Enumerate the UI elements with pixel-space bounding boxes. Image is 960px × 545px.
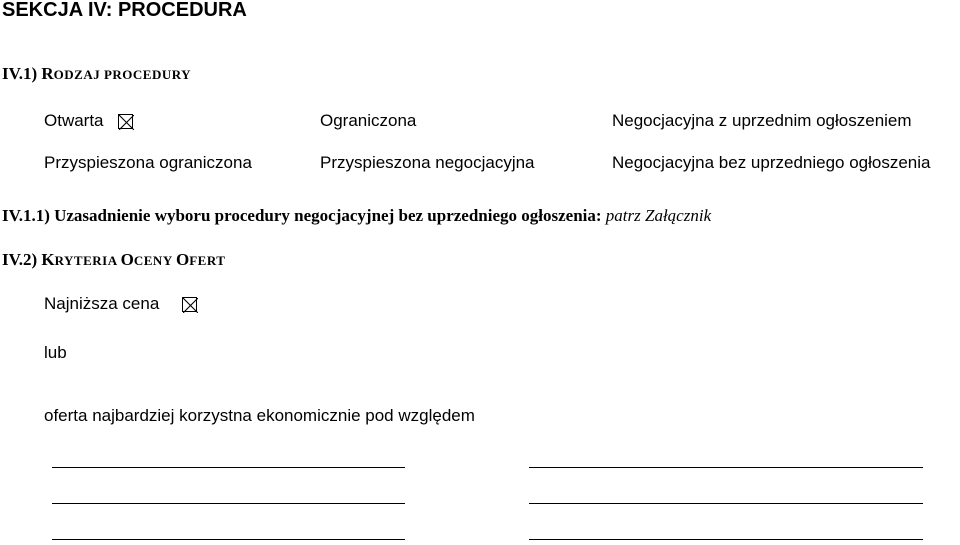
criteria-line[interactable] [52,467,405,468]
option-otwarta[interactable] [44,111,133,131]
justification-value: patrz Załącznik [605,206,712,225]
option-lowest-price[interactable] [44,294,197,314]
criteria-weight-line[interactable] [529,503,923,504]
option-przyspieszona-ograniczona[interactable]: Przyspieszona ograniczona [44,153,252,172]
checkmark-x-icon [183,298,198,313]
option-przyspieszona-negocjacyjna[interactable]: Przyspieszona negocjacyjna [320,153,535,172]
option-meat[interactable]: oferta najbardziej korzystna ekonomicznie pod względem [44,406,475,425]
checkbox-otwarta[interactable] [118,114,133,129]
criteria-weight-line[interactable] [529,467,923,468]
option-ograniczona[interactable]: Ograniczona [320,111,417,130]
criteria-line[interactable] [52,503,405,504]
or-label: lub [44,343,67,362]
criteria-line[interactable] [52,539,405,540]
checkmark-x-icon [119,115,134,130]
justification-label: IV.1.1) Uzasadnienie wyboru procedury negocjacyjnej bez uprzedniego ogłoszenia: [2,206,602,225]
checkbox-lowest-price[interactable] [182,297,197,312]
option-negocjacyjna-z-ogloszeniem[interactable]: Negocjacyjna z uprzednim ogłoszeniem [612,111,912,130]
option-negocjacyjna-bez-ogloszenia[interactable]: Negocjacyjna bez uprzedniego ogłoszenia [612,153,931,172]
award-criteria-heading: IV.2) KRYTERIA OCENY OFERT [2,250,226,269]
criteria-weight-line[interactable] [529,539,923,540]
lowest-price-label: Najniższa cena [44,294,160,313]
justification-row [2,206,711,226]
option-label: Otwarta [44,111,104,130]
section-title: SEKCJA IV: PROCEDURA [2,0,247,21]
procedure-type-heading: IV.1) RODZAJ PROCEDURY [2,64,192,83]
